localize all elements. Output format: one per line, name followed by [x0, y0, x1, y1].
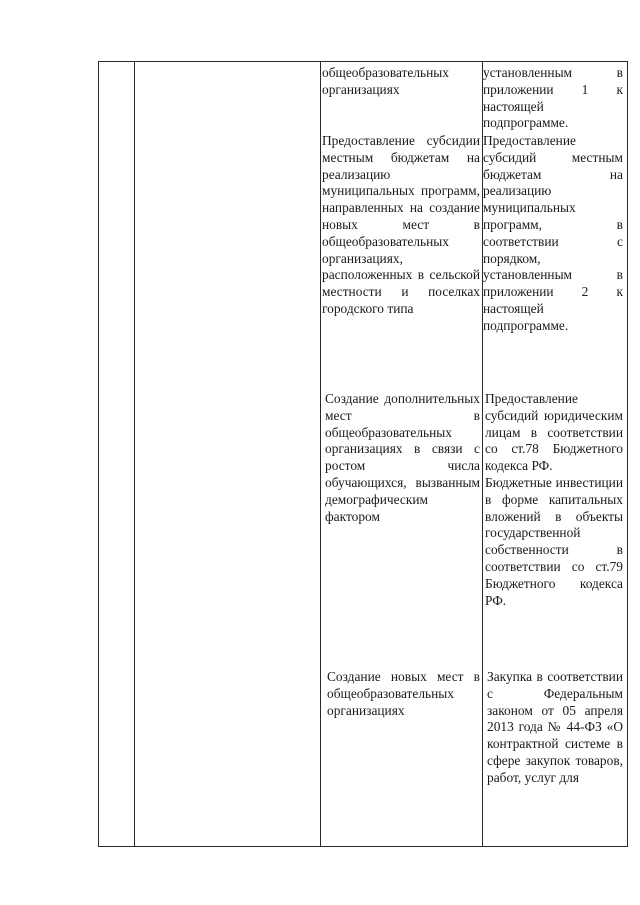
- mechanism-cell: [485, 391, 623, 609]
- measure-text: Создание дополнительных мест в общеобразовательных организациях в связи с ростом числа обучающихся, вызванным демографическим фактором: [325, 391, 480, 524]
- mechanism-cell: [483, 65, 623, 132]
- measure-text: Предоставление субсидии местным бюджетам на реализацию муниципальных программ, направленных на создание новых мест в общеобразовательных организациях, расположенных в сельской местности и поселках городского типа: [322, 133, 480, 316]
- measure-text: общеобразовательных организациях: [322, 65, 450, 97]
- measure-cell: [322, 133, 480, 318]
- table-top-border: [98, 61, 628, 62]
- column-divider-5: [627, 61, 628, 847]
- column-divider-1: [98, 61, 99, 847]
- measure-cell: [327, 669, 480, 719]
- mechanism-cell: [487, 669, 623, 787]
- measure-cell: [325, 391, 480, 525]
- column-divider-2: [134, 61, 135, 847]
- mechanism-text: установленным в приложении 1 к настоящей подпрограмме.: [483, 65, 623, 131]
- measure-text: Создание новых мест в общеобразовательных организациях: [327, 669, 480, 718]
- mechanism-text: Закупка в соответствии с Федеральным законом от 05 апреля 2013 года № 44-ФЗ «О контрактной системе в сфере закупок товаров, работ, услуг для: [487, 669, 623, 785]
- mechanism-text: Предоставление субсидий юридическим лицам в соответствии со ст.78 Бюджетного кодекса РФ.: [485, 391, 623, 474]
- table-bottom-border: [98, 846, 628, 847]
- mechanism-cell: [483, 133, 623, 335]
- mechanism-extra-text: Бюджетные инвестиции в форме капитальных вложений в объекты государственной собственности в соответствии со ст.79 Бюджетного кодекса РФ.: [485, 474, 623, 608]
- mechanism-text: Предоставление субсидий местным бюджетам на реализацию муниципальных программ, в соответствии с порядком, установленным в приложении 2 к настоящей подпрограмме.: [483, 133, 623, 333]
- measure-cell: [322, 65, 480, 99]
- column-divider-3: [320, 61, 321, 847]
